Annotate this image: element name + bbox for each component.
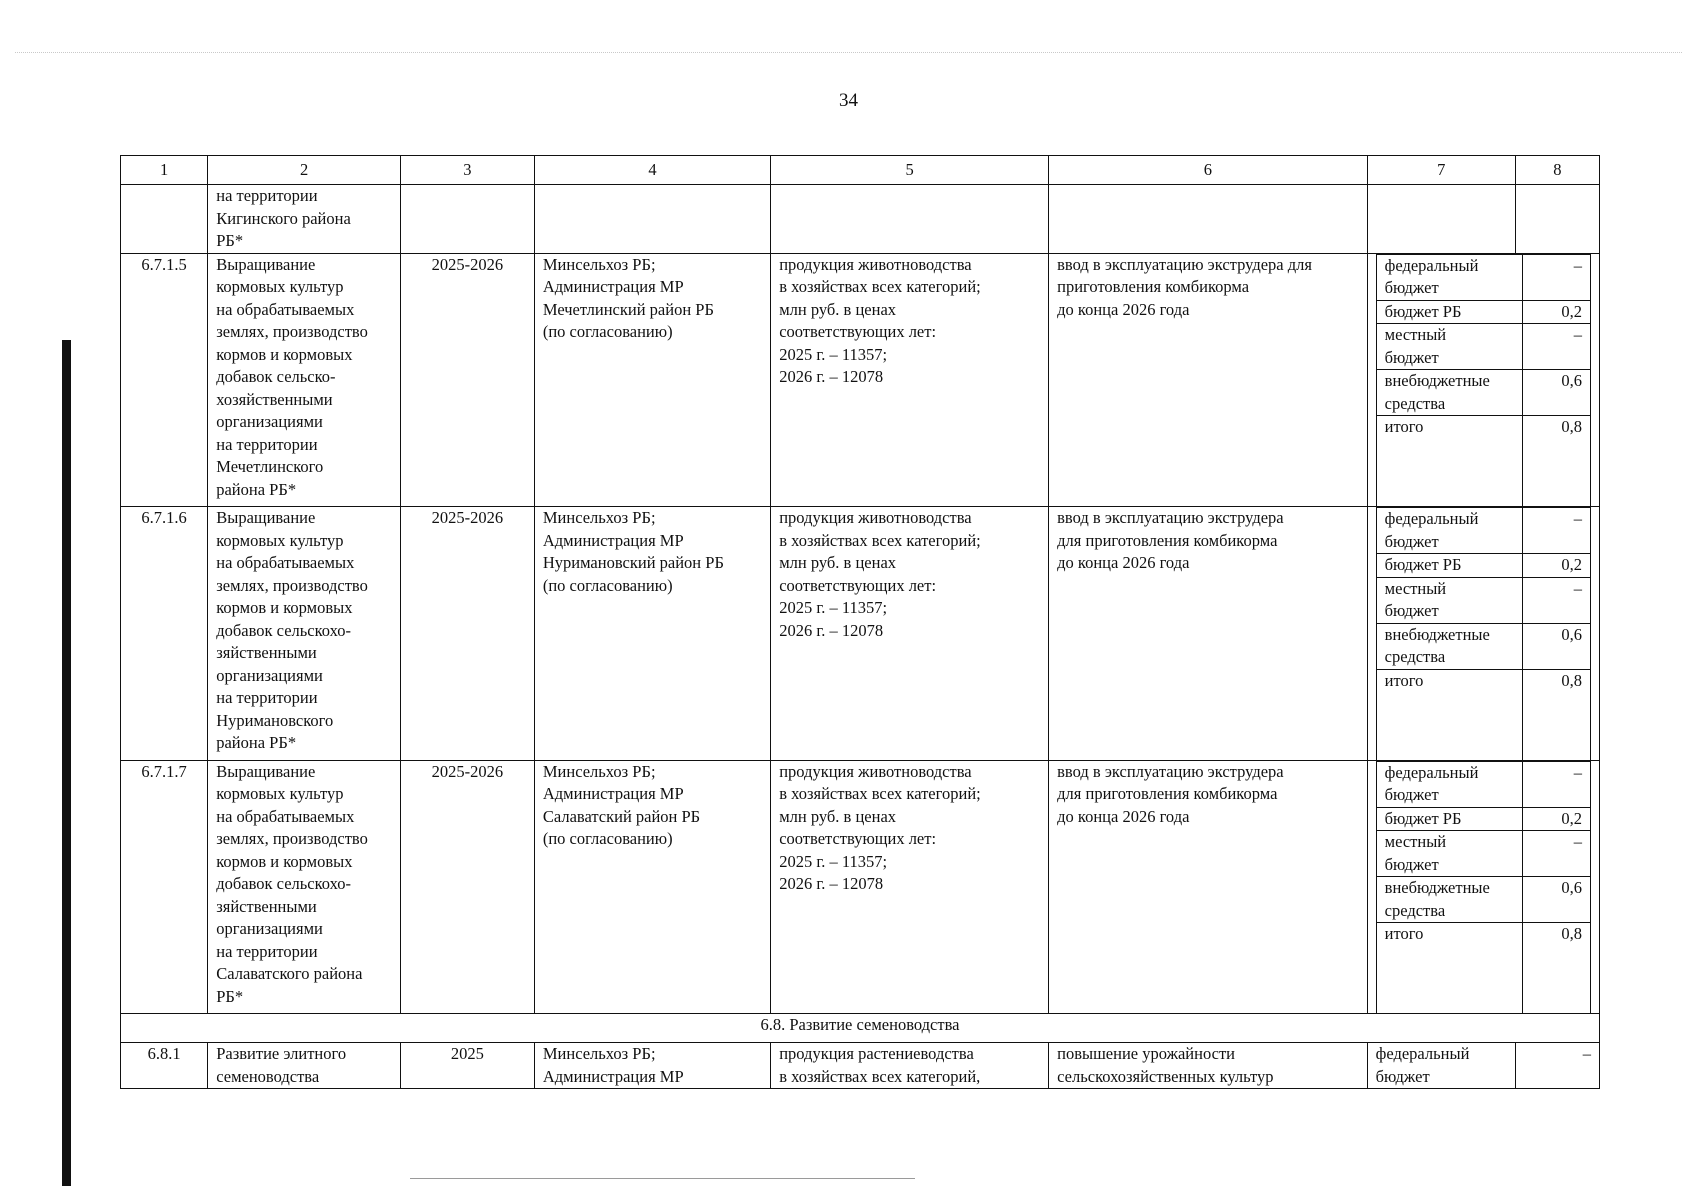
funding-source: внебюджетные средства (1376, 370, 1522, 416)
continuation-name: на территории Кигинского района РБ* (208, 185, 401, 254)
funding-value: 0,6 (1522, 623, 1590, 669)
table-row (121, 253, 1600, 507)
measure-period: 2025 (400, 1043, 534, 1089)
empty-cell (400, 185, 534, 254)
measures-table (120, 155, 1600, 1089)
funding-row (1376, 807, 1590, 831)
funding-source: местный бюджет (1376, 324, 1522, 370)
funding-source: бюджет РБ (1376, 300, 1522, 324)
measure-indicator: продукция животноводства в хозяйствах всех категорий; млн руб. в ценах соответствующих лет: 2025 г. – 11357; 2026 г. – 12078 (771, 253, 1049, 507)
measure-name: Выращивание кормовых культур на обрабатываемых землях, производство кормов и кормовых добавок сельскохо- зяйственными организациями на территории Салаватского района РБ* (208, 760, 401, 1014)
table-row (121, 760, 1600, 1014)
measure-result: повышение урожайности сельскохозяйственных культур (1049, 1043, 1368, 1089)
measure-code: 6.7.1.6 (121, 507, 208, 761)
funding-row (1376, 761, 1590, 807)
funding-row (1376, 923, 1590, 1014)
column-header-1: 1 (121, 156, 208, 185)
funding-table (1376, 507, 1591, 760)
funding-value: 0,2 (1522, 300, 1590, 324)
funding-row (1376, 554, 1590, 578)
funding-row (1376, 669, 1590, 760)
funding-row (1376, 831, 1590, 877)
funding-source: федеральный бюджет (1376, 254, 1522, 300)
measure-executor: Минсельхоз РБ; Администрация МР Салаватский район РБ (по согласованию) (534, 760, 770, 1014)
section-heading-row (121, 1014, 1600, 1043)
funding-row (1376, 300, 1590, 324)
page-number: 34 (839, 90, 858, 111)
funding-cell (1367, 760, 1599, 1014)
empty-cell (1049, 185, 1368, 254)
funding-value: 0,6 (1522, 370, 1590, 416)
measure-executor: Минсельхоз РБ; Администрация МР Мечетлинский район РБ (по согласованию) (534, 253, 770, 507)
funding-value: – (1515, 1043, 1599, 1089)
funding-value: – (1522, 831, 1590, 877)
measure-name: Выращивание кормовых культур на обрабатываемых землях, производство кормов и кормовых добавок сельскохо- зяйственными организациями на территории Нуримановского района РБ* (208, 507, 401, 761)
empty-cell (534, 185, 770, 254)
continuation-code-cell (121, 185, 208, 254)
column-header-7: 7 (1367, 156, 1515, 185)
funding-source: бюджет РБ (1376, 554, 1522, 578)
measure-result: ввод в эксплуатацию экструдера для приготовления комбикорма до конца 2026 года (1049, 760, 1368, 1014)
measure-period: 2025-2026 (400, 253, 534, 507)
measure-code: 6.7.1.5 (121, 253, 208, 507)
section-heading: 6.8. Развитие семеноводства (121, 1014, 1600, 1043)
funding-row (1376, 370, 1590, 416)
funding-value: – (1522, 577, 1590, 623)
funding-source: внебюджетные средства (1376, 623, 1522, 669)
column-header-5: 5 (771, 156, 1049, 185)
measure-name: Развитие элитного семеноводства (208, 1043, 401, 1089)
measure-indicator: продукция животноводства в хозяйствах всех категорий; млн руб. в ценах соответствующих лет: 2025 г. – 11357; 2026 г. – 12078 (771, 507, 1049, 761)
column-header-6: 6 (1049, 156, 1368, 185)
funding-row (1376, 324, 1590, 370)
funding-row (1376, 877, 1590, 923)
column-header-4: 4 (534, 156, 770, 185)
column-header-2: 2 (208, 156, 401, 185)
measure-result: ввод в эксплуатацию экструдера для приготовления комбикорма до конца 2026 года (1049, 253, 1368, 507)
scan-artifact-bottom-line (410, 1178, 915, 1179)
funding-source: бюджет РБ (1376, 807, 1522, 831)
measure-executor: Минсельхоз РБ; Администрация МР Нуримановский район РБ (по согласованию) (534, 507, 770, 761)
funding-value: 0,6 (1522, 877, 1590, 923)
column-header-3: 3 (400, 156, 534, 185)
measure-period: 2025-2026 (400, 760, 534, 1014)
funding-cell (1367, 507, 1599, 761)
measure-indicator: продукция животноводства в хозяйствах всех категорий; млн руб. в ценах соответствующих лет: 2025 г. – 11357; 2026 г. – 12078 (771, 760, 1049, 1014)
funding-value: 0,8 (1522, 416, 1590, 507)
empty-cell (771, 185, 1049, 254)
empty-cell (1367, 185, 1515, 254)
table-row (121, 1043, 1600, 1089)
funding-source: итого (1376, 923, 1522, 1014)
measure-period: 2025-2026 (400, 507, 534, 761)
funding-source: местный бюджет (1376, 831, 1522, 877)
funding-value: 0,2 (1522, 807, 1590, 831)
funding-value: – (1522, 761, 1590, 807)
funding-source: федеральный бюджет (1376, 508, 1522, 554)
funding-row (1376, 577, 1590, 623)
funding-row (1376, 416, 1590, 507)
funding-source: федеральный бюджет (1367, 1043, 1515, 1089)
funding-value: – (1522, 324, 1590, 370)
funding-value: 0,8 (1522, 669, 1590, 760)
funding-value: 0,2 (1522, 554, 1590, 578)
funding-value: – (1522, 508, 1590, 554)
scan-artifact-top-line (15, 52, 1682, 53)
header-row (121, 156, 1600, 185)
funding-row (1376, 623, 1590, 669)
funding-table (1376, 761, 1591, 1014)
table-row (121, 507, 1600, 761)
measure-indicator: продукция растениеводства в хозяйствах всех категорий, (771, 1043, 1049, 1089)
measure-code: 6.7.1.7 (121, 760, 208, 1014)
funding-source: федеральный бюджет (1376, 761, 1522, 807)
funding-source: внебюджетные средства (1376, 877, 1522, 923)
funding-source: итого (1376, 669, 1522, 760)
continuation-row (121, 185, 1600, 254)
empty-cell (1515, 185, 1599, 254)
funding-table (1376, 254, 1591, 507)
funding-value: 0,8 (1522, 923, 1590, 1014)
measure-name: Выращивание кормовых культур на обрабатываемых землях, производство кормов и кормовых добавок сельско- хозяйственными организациями на территории Мечетлинского района РБ* (208, 253, 401, 507)
funding-source: итого (1376, 416, 1522, 507)
funding-row (1376, 508, 1590, 554)
funding-cell (1367, 253, 1599, 507)
funding-value: – (1522, 254, 1590, 300)
measure-code: 6.8.1 (121, 1043, 208, 1089)
column-header-8: 8 (1515, 156, 1599, 185)
funding-source: местный бюджет (1376, 577, 1522, 623)
measure-result: ввод в эксплуатацию экструдера для приготовления комбикорма до конца 2026 года (1049, 507, 1368, 761)
scan-artifact-left-bar (62, 340, 71, 1186)
measure-executor: Минсельхоз РБ; Администрация МР (534, 1043, 770, 1089)
funding-row (1376, 254, 1590, 300)
